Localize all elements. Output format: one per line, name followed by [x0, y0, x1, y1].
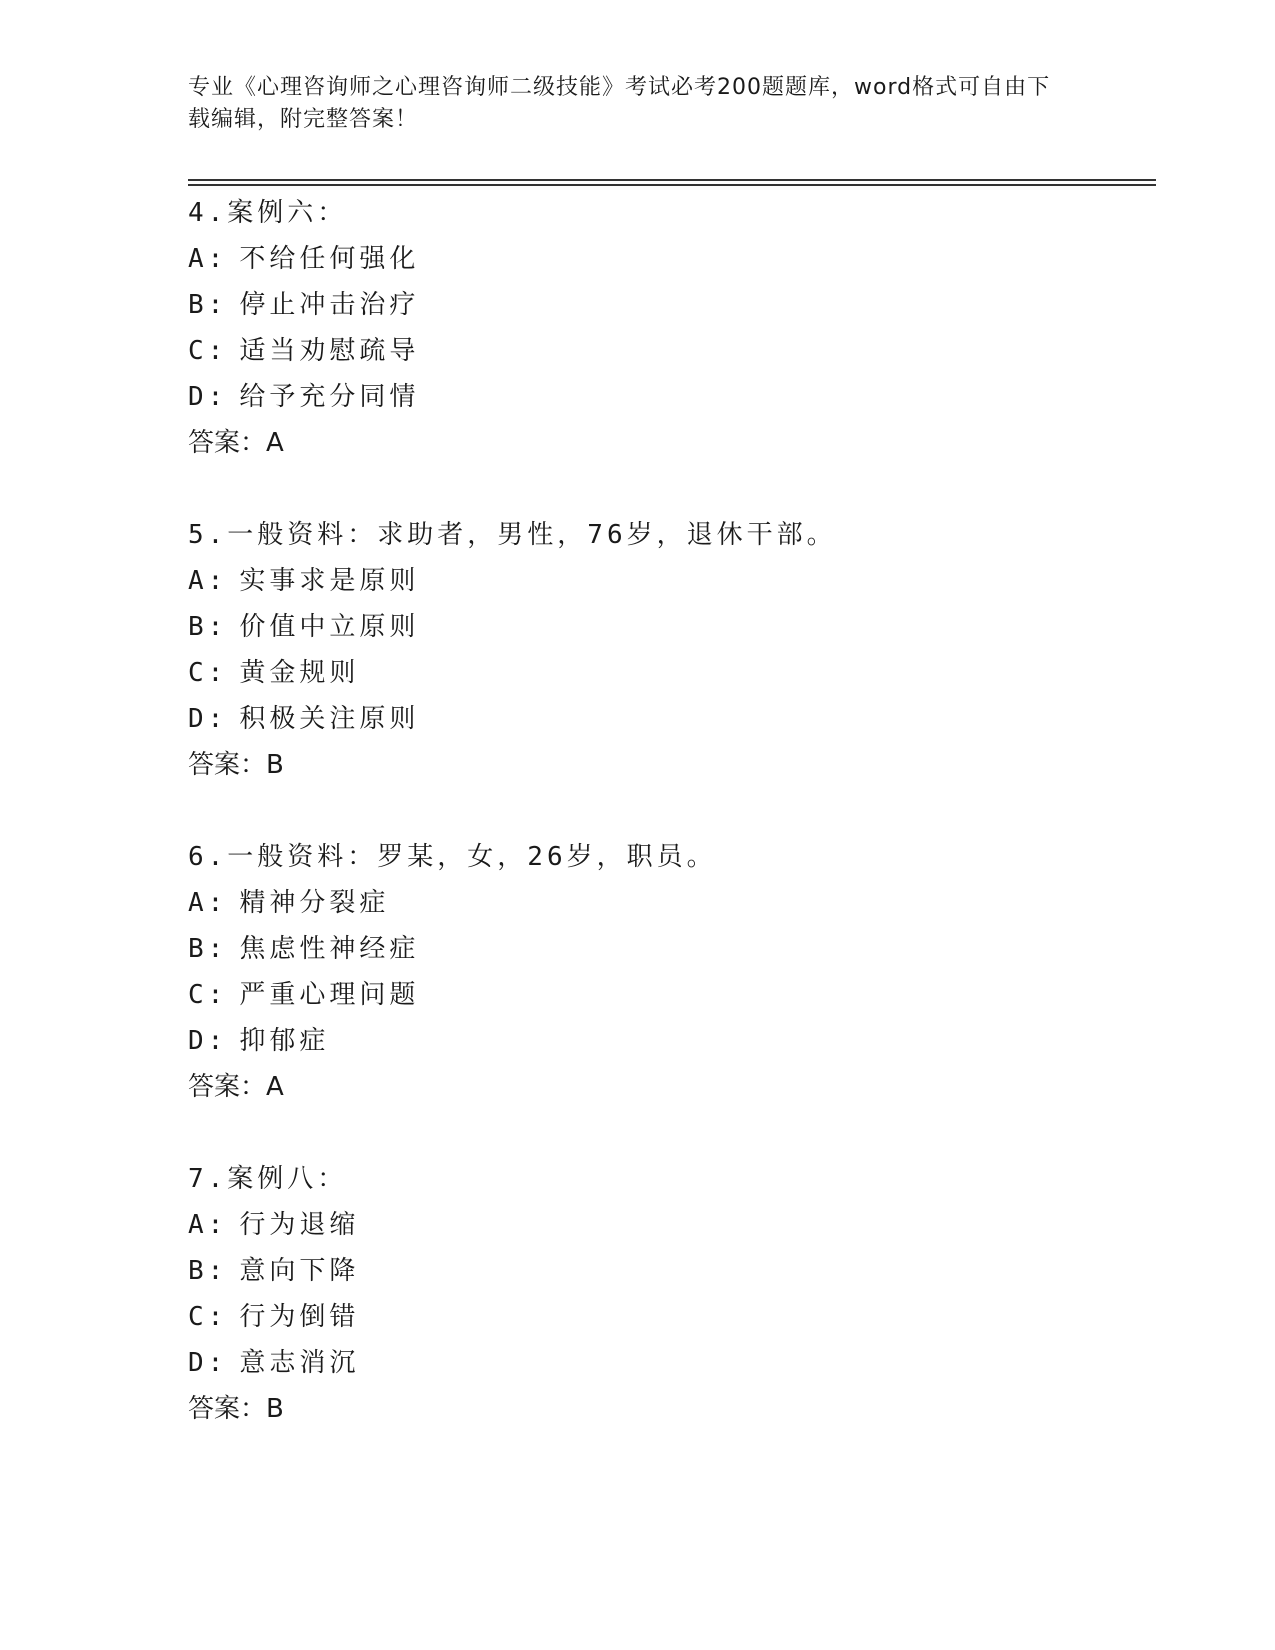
option-letter: D:	[188, 382, 228, 412]
option-letter: B:	[188, 934, 228, 964]
option-d	[188, 696, 1148, 742]
answer-label: 答案：	[188, 750, 267, 780]
option-text: 精神分裂症	[239, 888, 390, 918]
option-text: 意向下降	[239, 1256, 360, 1286]
option-a	[188, 558, 1148, 604]
answer-line	[188, 742, 1148, 788]
option-letter: C:	[188, 1302, 228, 1332]
option-b	[188, 604, 1148, 650]
option-text: 严重心理问题	[239, 980, 420, 1010]
option-text: 适当劝慰疏导	[239, 336, 420, 366]
answer-label: 答案：	[188, 428, 267, 458]
option-letter: A:	[188, 1210, 228, 1240]
option-letter: C:	[188, 980, 228, 1010]
answer-value: A	[266, 1072, 284, 1102]
option-text: 价值中立原则	[239, 612, 420, 642]
option-b	[188, 282, 1148, 328]
option-c	[188, 972, 1148, 1018]
option-letter: D:	[188, 1348, 228, 1378]
answer-value: A	[266, 428, 284, 458]
option-text: 实事求是原则	[239, 566, 420, 596]
option-letter: C:	[188, 336, 228, 366]
option-letter: C:	[188, 658, 228, 688]
answer-line	[188, 1386, 1148, 1432]
answer-label: 答案：	[188, 1072, 267, 1102]
question-title: 7.案例八：	[188, 1164, 348, 1194]
option-letter: A:	[188, 888, 228, 918]
option-c	[188, 1294, 1148, 1340]
option-text: 意志消沉	[239, 1348, 360, 1378]
option-text: 焦虑性神经症	[239, 934, 420, 964]
document-header: 专业《心理咨询师之心理咨询师二级技能》考试必考200题题库，word格式可自由下载编辑，附完整答案！	[188, 75, 1051, 132]
question-7	[188, 1156, 1148, 1432]
option-a	[188, 1202, 1148, 1248]
answer-value: B	[266, 1394, 284, 1424]
header-rule-top	[188, 179, 1156, 181]
option-letter: A:	[188, 566, 228, 596]
option-text: 不给任何强化	[239, 244, 420, 274]
answer-value: B	[266, 750, 284, 780]
answer-label: 答案：	[188, 1394, 267, 1424]
question-5	[188, 512, 1148, 788]
option-text: 行为退缩	[239, 1210, 360, 1240]
option-letter: B:	[188, 612, 228, 642]
option-text: 停止冲击治疗	[239, 290, 420, 320]
option-c	[188, 650, 1148, 696]
option-text: 给予充分同情	[239, 382, 420, 412]
option-letter: B:	[188, 290, 228, 320]
question-6	[188, 834, 1148, 1110]
option-letter: D:	[188, 704, 228, 734]
option-d	[188, 374, 1148, 420]
option-b	[188, 1248, 1148, 1294]
question-4	[188, 190, 1148, 466]
question-title: 4.案例六：	[188, 198, 348, 228]
option-a	[188, 880, 1148, 926]
question-list	[188, 190, 1148, 1478]
option-text: 抑郁症	[239, 1026, 330, 1056]
option-c	[188, 328, 1148, 374]
option-text: 行为倒错	[239, 1302, 360, 1332]
answer-line	[188, 420, 1148, 466]
option-letter: D:	[188, 1026, 228, 1056]
header-rule-bottom	[188, 184, 1156, 186]
question-title: 6.一般资料：罗某，女，26岁，职员。	[188, 842, 717, 872]
option-b	[188, 926, 1148, 972]
option-d	[188, 1018, 1148, 1064]
option-letter: B:	[188, 1256, 228, 1286]
answer-line	[188, 1064, 1148, 1110]
option-text: 积极关注原则	[239, 704, 420, 734]
option-text: 黄金规则	[239, 658, 360, 688]
option-letter: A:	[188, 244, 228, 274]
option-a	[188, 236, 1148, 282]
option-d	[188, 1340, 1148, 1386]
question-title: 5.一般资料：求助者，男性，76岁，退休干部。	[188, 520, 837, 550]
